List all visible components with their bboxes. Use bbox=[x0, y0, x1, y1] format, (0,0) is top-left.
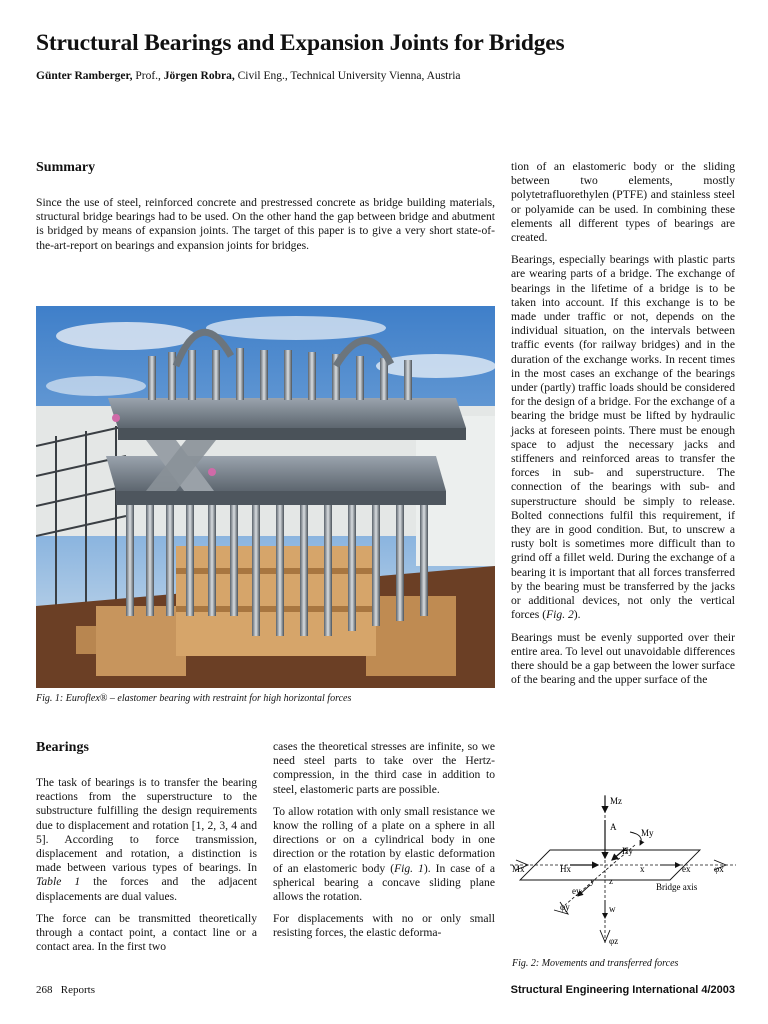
figure1-photo bbox=[36, 306, 495, 688]
bearings-col2-paragraph-2 bbox=[273, 805, 495, 904]
bearings-col2-paragraph-1: cases the theoretical stresses are infinite, so we need steel parts to take over the Hertz-compression, in the third case in addition to steel, elastomeric parts are possible. bbox=[273, 740, 495, 796]
bearings-col1-paragraph-1 bbox=[36, 776, 257, 904]
figure2-caption: Fig. 2: Movements and transferred forces bbox=[512, 958, 679, 969]
label-a: A bbox=[610, 822, 617, 832]
fig2-reference: Fig. 2 bbox=[546, 608, 574, 622]
summary-text: Since the use of steel, reinforced concrete and prestressed concrete as bridge building materials, structural bridge bearings had to be used. On the other hand the gap between bridge and abutment is bridged by means of expansion joints. The target of this paper is to give a very short state-of-the-art-report on bearings and expansion joints for bridges. bbox=[36, 196, 495, 252]
bearings-col2-paragraph-3: For displacements with no or only small resisting forces, the elastic deforma- bbox=[273, 912, 495, 940]
bearing-photo bbox=[36, 306, 495, 688]
label-mx: Mx bbox=[512, 864, 525, 874]
label-ey: ey bbox=[572, 886, 581, 896]
bearings-col1-p1-text: The task of bearings is to transfer the bearing reactions from the superstructure to the substructure fulfilling the design requirements due to displacement and rotation [1, 2, 3, 4 and 5]. According to force transmission, displacement and rotation, a distinction is made between various types of bearings. In bbox=[36, 776, 257, 875]
summary-section bbox=[36, 196, 495, 253]
label-bridge-axis: Bridge axis bbox=[656, 882, 698, 892]
bearings-col1-p1-text-end: the forces and the adjacent displacements are dual values. bbox=[36, 875, 257, 903]
label-ex: ex bbox=[682, 864, 691, 874]
author-line bbox=[36, 70, 736, 82]
author1-name: Günter Ramberger, bbox=[36, 70, 133, 82]
author1-role: Prof., bbox=[132, 70, 164, 82]
label-z: z bbox=[609, 876, 613, 886]
page-number: 268 bbox=[36, 984, 53, 996]
journal-name: Structural Engineering International 4/2003 bbox=[510, 984, 735, 996]
forces-diagram bbox=[510, 790, 736, 952]
label-y: y bbox=[590, 876, 595, 886]
section-name: Reports bbox=[60, 984, 95, 996]
label-my: My bbox=[641, 828, 654, 838]
right-col-p2-text-end: ). bbox=[573, 608, 581, 622]
label-hx: Hx bbox=[560, 864, 571, 874]
right-col-paragraph-2 bbox=[511, 253, 735, 622]
label-hy: Hy bbox=[622, 846, 633, 856]
author2-role: Civil Eng., Technical University Vienna, Austria bbox=[234, 70, 461, 82]
summary-heading: Summary bbox=[36, 160, 96, 175]
author2-name: Jörgen Robra, bbox=[163, 70, 235, 82]
footer-left bbox=[36, 984, 95, 996]
right-col-paragraph-3: Bearings must be evenly supported over their entire area. To level out unavoidable differences there should be a gap between the lower surface of the bearing and the upper surface of the bbox=[511, 630, 735, 687]
label-x: x bbox=[640, 864, 645, 874]
bearings-col2-p2-text: To allow rotation with only small resistance we know the rolling of a plate on a sphere in all directions or on a cylindrical body in one direction or the rotation by elastic deformation of an elastomeric body ( bbox=[273, 804, 495, 875]
right-column bbox=[511, 160, 735, 687]
fig1-reference: Fig. 1 bbox=[394, 861, 424, 875]
bearings-col1-paragraph-2: The force can be transmitted theoretically through a contact point, a contact line or a contact area. In the first two bbox=[36, 911, 257, 954]
bearings-col1 bbox=[36, 776, 257, 954]
label-phix: φx bbox=[714, 864, 724, 874]
label-phiy: φy bbox=[560, 902, 570, 912]
label-phiz: φz bbox=[609, 936, 619, 946]
label-w: w bbox=[609, 904, 616, 914]
paper-title: Structural Bearings and Expansion Joints for Bridges bbox=[36, 30, 565, 56]
bearings-heading: Bearings bbox=[36, 740, 89, 755]
figure1-caption: Fig. 1: Euroflex® – elastomer bearing with restraint for high horizontal forces bbox=[36, 693, 352, 704]
right-col-paragraph-1: tion of an elastomeric body or the sliding between two elements, mostly polytetrafluorethylen (PTFE) and stainless steel or polyamide can be used. In combining these elements all different types of bearings are created. bbox=[511, 160, 735, 245]
right-col-p2-text: Bearings, especially bearings with plastic parts are wearing parts of a bridge. The exchange of bearings in the lifetime of a bridge is to be taken into account. If this exchange is to be made under traffic or not, depends on the individual situation, on the intervals between traffic events (for railway bridges) and in the duration of the exchange works. In recent times in the most cases an exchange of the bearings under (partly) traffic loads should be considered for the design of a bridge. For the exchange of a bearing the bridge must be lifted by hydraulic jacks at foreseen points. There must be enough space to adjust the necessary jacks and stiffeners and reinforced areas to transfer the forces in sub- and superstructure. The connection of the bearings with sub- and superstructure should be simply to release. Bolted connections fulfil this requirement, if they are in good condition. But, to unscrew a rusty bolt is sometimes more difficult than to grind off a fillet weld. During the exchange of a bearing it is important that all forces transferred by the bearing must be transferred by the jacks or additional devices, not only the vertical forces ( bbox=[511, 253, 735, 622]
bearings-col2-p2-text-end: ). In case of a spherical bearing a concave sliding plane allows the rotation. bbox=[273, 861, 495, 904]
label-mz: Mz bbox=[610, 796, 622, 806]
bearings-col2 bbox=[273, 740, 495, 941]
figure2-diagram bbox=[510, 790, 736, 952]
table1-reference: Table 1 bbox=[36, 875, 81, 889]
